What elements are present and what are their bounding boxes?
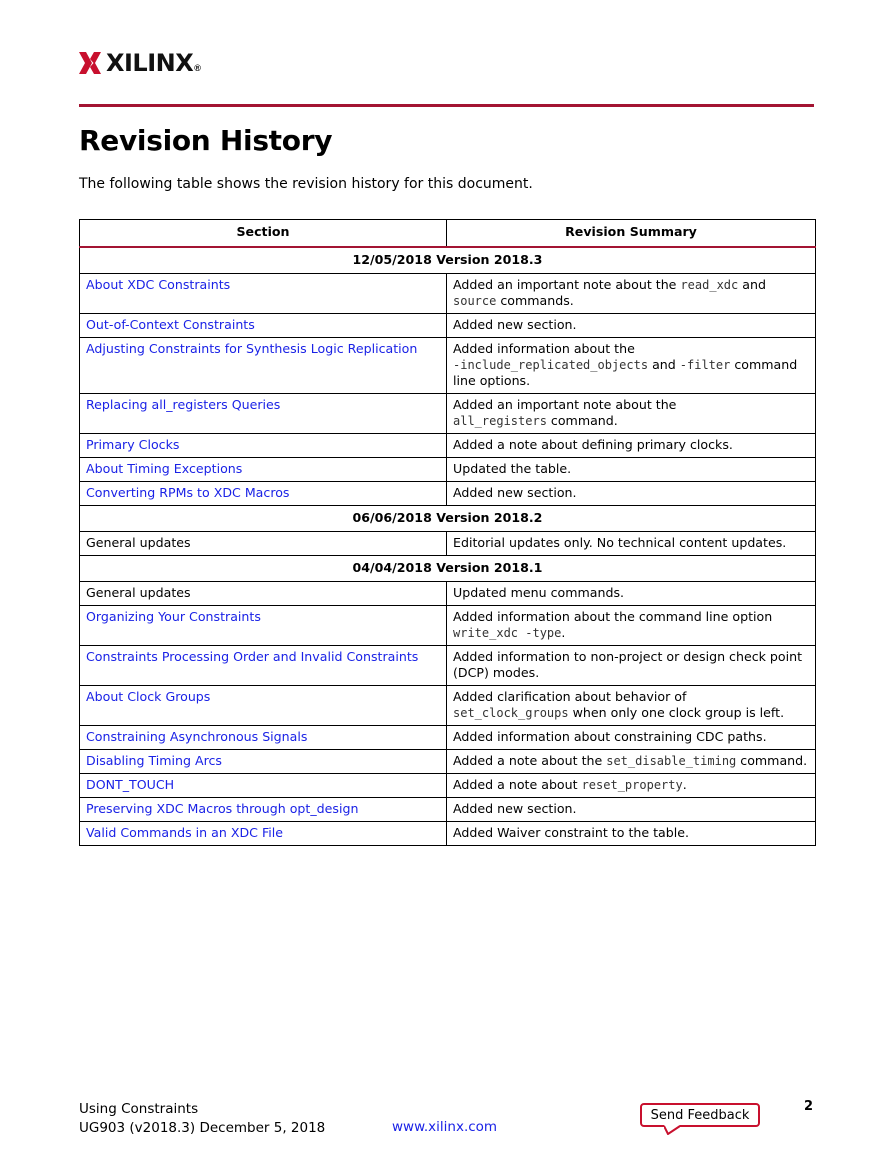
intro-text: The following table shows the revision history for this document. (79, 176, 533, 192)
version-row (80, 506, 816, 532)
section-link[interactable]: Primary Clocks (80, 434, 447, 458)
section-link[interactable]: Constraints Processing Order and Invalid Constraints (80, 646, 447, 686)
footer-doc-title: Using Constraints (79, 1101, 199, 1117)
revision-summary: Added information about the command line option write_xdc -type. (447, 606, 816, 646)
header-rule (79, 104, 814, 107)
footer-doc-id: UG903 (v2018.3) December 5, 2018 (79, 1120, 326, 1136)
code-text: source (453, 294, 497, 308)
revision-summary: Added information about constraining CDC paths. (447, 726, 816, 750)
section-link[interactable]: Disabling Timing Arcs (80, 750, 447, 774)
table-row (80, 338, 816, 394)
section-name: General updates (80, 532, 447, 556)
table-row (80, 606, 816, 646)
revision-summary: Added a note about reset_property. (447, 774, 816, 798)
table-row (80, 774, 816, 798)
footer-doc-info (79, 1100, 325, 1138)
section-link[interactable]: Adjusting Constraints for Synthesis Logic Replication (80, 338, 447, 394)
send-feedback-label: Send Feedback (650, 1107, 750, 1123)
column-header-section: Section (80, 220, 447, 248)
table-row (80, 532, 816, 556)
revision-summary: Added a note about the set_disable_timing command. (447, 750, 816, 774)
revision-summary: Added a note about defining primary clocks. (447, 434, 816, 458)
version-row (80, 247, 816, 274)
code-text: write_xdc -type (453, 626, 562, 640)
table-row (80, 394, 816, 434)
table-header-row (80, 220, 816, 248)
page-number: 2 (804, 1099, 814, 1114)
table-row (80, 582, 816, 606)
xilinx-mark-icon (79, 50, 101, 76)
code-text: set_clock_groups (453, 706, 569, 720)
table-row (80, 798, 816, 822)
table-row (80, 274, 816, 314)
code-text: -include_replicated_objects (453, 358, 649, 372)
registered-mark: ® (194, 63, 201, 73)
send-feedback-button[interactable] (640, 1103, 760, 1127)
revision-summary: Added information about the -include_replicated_objects and -filter command line options. (447, 338, 816, 394)
table-row (80, 314, 816, 338)
revision-summary: Updated the table. (447, 458, 816, 482)
section-name: General updates (80, 582, 447, 606)
version-label: 12/05/2018 Version 2018.3 (80, 247, 816, 274)
table-row (80, 726, 816, 750)
revision-summary: Added new section. (447, 798, 816, 822)
revision-summary: Added clarification about behavior of set_clock_groups when only one clock group is left. (447, 686, 816, 726)
speech-bubble-tail-icon (664, 1125, 680, 1135)
column-header-revision-summary: Revision Summary (447, 220, 816, 248)
section-link[interactable]: Valid Commands in an XDC File (80, 822, 447, 846)
table-row (80, 434, 816, 458)
table-row (80, 750, 816, 774)
section-link[interactable]: About Clock Groups (80, 686, 447, 726)
page-title: Revision History (79, 124, 333, 157)
code-text: -filter (679, 358, 731, 372)
code-text: read_xdc (680, 278, 739, 292)
logo-text: XILINX (106, 49, 194, 77)
section-link[interactable]: Replacing all_registers Queries (80, 394, 447, 434)
version-label: 04/04/2018 Version 2018.1 (80, 556, 816, 582)
section-link[interactable]: Converting RPMs to XDC Macros (80, 482, 447, 506)
code-text: all_registers (453, 414, 547, 428)
table-row (80, 482, 816, 506)
section-link[interactable]: Out-of-Context Constraints (80, 314, 447, 338)
table-row (80, 458, 816, 482)
section-link[interactable]: Constraining Asynchronous Signals (80, 726, 447, 750)
revision-history-table (79, 219, 816, 846)
section-link[interactable]: Preserving XDC Macros through opt_design (80, 798, 447, 822)
revision-summary: Added an important note about the read_xdc and source commands. (447, 274, 816, 314)
section-link[interactable]: About Timing Exceptions (80, 458, 447, 482)
revision-summary: Added new section. (447, 314, 816, 338)
section-link[interactable]: Organizing Your Constraints (80, 606, 447, 646)
section-link[interactable]: About XDC Constraints (80, 274, 447, 314)
revision-summary: Added information to non-project or design check point (DCP) modes. (447, 646, 816, 686)
table-row (80, 686, 816, 726)
version-row (80, 556, 816, 582)
xilinx-logo (79, 48, 201, 78)
code-text: set_disable_timing (606, 754, 737, 768)
table-row (80, 646, 816, 686)
revision-summary: Updated menu commands. (447, 582, 816, 606)
revision-summary: Editorial updates only. No technical content updates. (447, 532, 816, 556)
footer-url-link[interactable]: www.xilinx.com (392, 1119, 498, 1135)
version-label: 06/06/2018 Version 2018.2 (80, 506, 816, 532)
revision-summary: Added an important note about the all_registers command. (447, 394, 816, 434)
code-text: reset_property (581, 778, 683, 792)
revision-summary: Added new section. (447, 482, 816, 506)
revision-summary: Added Waiver constraint to the table. (447, 822, 816, 846)
section-link[interactable]: DONT_TOUCH (80, 774, 447, 798)
table-row (80, 822, 816, 846)
